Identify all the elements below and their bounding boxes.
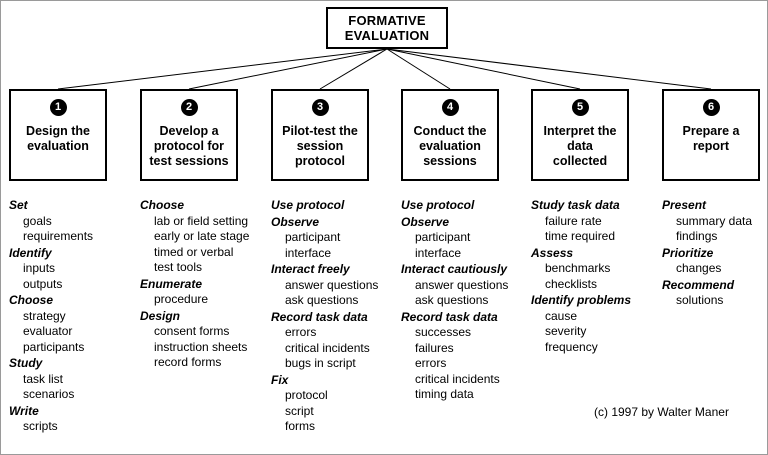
step-box-1	[9, 89, 107, 181]
detail-group-heading: Use protocol	[401, 198, 475, 212]
detail-item: failure rate	[545, 213, 602, 228]
detail-item: protocol	[285, 388, 328, 402]
step-label: Conduct the evaluation sessions	[413, 124, 487, 168]
connector-line-3	[320, 49, 387, 89]
detail-item: procedure	[154, 292, 209, 306]
detail-column-4	[401, 197, 529, 403]
detail-group-heading: Recommend	[662, 277, 735, 292]
detail-item: inputs	[23, 261, 56, 275]
detail-item: time required	[545, 229, 616, 243]
detail-item: critical incidents	[285, 340, 370, 355]
detail-item: strategy	[23, 308, 66, 323]
step-number-badge: 1	[50, 99, 67, 116]
detail-item: checklists	[545, 276, 598, 291]
detail-item: participant	[285, 230, 341, 244]
detail-group-heading: Present	[662, 198, 707, 212]
detail-group-heading: Study task data	[531, 198, 620, 212]
detail-item: lab or field setting	[154, 213, 249, 228]
detail-item: instruction sheets	[154, 339, 248, 354]
detail-item: participant	[415, 230, 471, 244]
step-box-4	[401, 89, 499, 181]
detail-group-heading: Design	[140, 308, 181, 323]
connector-line-1	[58, 49, 387, 89]
detail-item: test tools	[154, 260, 203, 274]
detail-item: task list	[23, 371, 64, 386]
step-box-5	[531, 89, 629, 181]
detail-item: requirements	[23, 229, 94, 243]
step-label: Pilot-test the session protocol	[282, 124, 358, 168]
connector-line-2	[189, 49, 387, 89]
detail-item: scripts	[23, 419, 58, 433]
detail-group-heading: Study	[9, 356, 43, 370]
detail-item: benchmarks	[545, 261, 611, 275]
detail-item: timed or verbal	[154, 244, 234, 259]
detail-item: record forms	[154, 355, 222, 369]
step-box-2	[140, 89, 238, 181]
title-line-2: EVALUATION	[344, 28, 430, 43]
detail-group-heading: Interact cautiously	[401, 262, 508, 276]
step-label: Interpret the data collected	[543, 124, 617, 168]
detail-item: goals	[23, 213, 52, 228]
detail-item: critical incidents	[415, 371, 500, 386]
detail-item: early or late stage	[154, 229, 250, 243]
detail-item: findings	[676, 229, 718, 243]
title-box	[326, 7, 448, 49]
step-label: Design the evaluation	[26, 124, 90, 153]
detail-group-heading: Assess	[531, 245, 574, 260]
detail-item: interface	[415, 245, 462, 260]
detail-group-heading: Identify problems	[531, 293, 632, 307]
detail-column-2	[140, 197, 268, 371]
detail-item: frequency	[545, 339, 598, 354]
detail-group-heading: Write	[9, 403, 39, 418]
detail-item: successes	[415, 325, 472, 339]
detail-item: severity	[545, 324, 587, 338]
connector-line-5	[387, 49, 580, 89]
detail-item: forms	[285, 419, 315, 433]
detail-item: answer questions	[285, 277, 379, 292]
detail-group-heading: Interact freely	[271, 262, 350, 276]
detail-item: consent forms	[154, 324, 230, 338]
detail-item: solutions	[676, 293, 724, 307]
detail-item: interface	[285, 245, 332, 260]
detail-item: failures	[415, 340, 454, 355]
detail-group-heading: Record task data	[401, 309, 498, 324]
detail-column-5	[531, 197, 659, 355]
detail-column-3	[271, 197, 399, 435]
detail-group-heading: Prioritize	[662, 245, 714, 260]
step-number-badge: 4	[442, 99, 459, 116]
detail-group-heading: Choose	[140, 198, 185, 212]
detail-group-heading: Observe	[401, 214, 450, 229]
detail-group-heading: Choose	[9, 293, 54, 307]
step-label: Prepare a report	[682, 124, 740, 153]
step-number-badge: 2	[181, 99, 198, 116]
step-number-badge: 3	[312, 99, 329, 116]
step-box-6	[662, 89, 760, 181]
detail-item: errors	[415, 356, 447, 370]
step-number-badge: 6	[703, 99, 720, 116]
detail-item: errors	[285, 325, 317, 339]
connector-line-6	[387, 49, 711, 89]
step-number-badge: 5	[572, 99, 589, 116]
detail-group-heading: Record task data	[271, 309, 368, 324]
detail-column-1	[9, 197, 137, 435]
detail-item: scenarios	[23, 387, 75, 401]
detail-item: outputs	[23, 276, 63, 291]
detail-item: participants	[23, 339, 85, 354]
step-label: Develop a protocol for test sessions	[149, 124, 229, 168]
step-box-3	[271, 89, 369, 181]
detail-group-heading: Use protocol	[271, 198, 345, 212]
detail-item: cause	[545, 308, 578, 323]
detail-group-heading: Enumerate	[140, 276, 203, 291]
detail-item: evaluator	[23, 324, 73, 338]
detail-column-6	[662, 197, 768, 309]
detail-group-heading: Identify	[9, 245, 52, 260]
detail-item: ask questions	[415, 293, 489, 307]
connector-line-4	[387, 49, 450, 89]
detail-item: changes	[676, 261, 722, 275]
detail-item: summary data	[676, 213, 753, 228]
detail-group-heading: Set	[9, 198, 28, 212]
detail-item: bugs in script	[285, 356, 356, 370]
detail-group-heading: Observe	[271, 214, 320, 229]
detail-group-heading: Fix	[271, 372, 289, 387]
detail-item: ask questions	[285, 293, 359, 307]
detail-item: script	[285, 403, 314, 418]
copyright-credit: (c) 1997 by Walter Maner	[594, 405, 729, 419]
detail-item: timing data	[415, 387, 474, 401]
detail-item: answer questions	[415, 277, 509, 292]
title-line-1: FORMATIVE	[348, 13, 426, 28]
